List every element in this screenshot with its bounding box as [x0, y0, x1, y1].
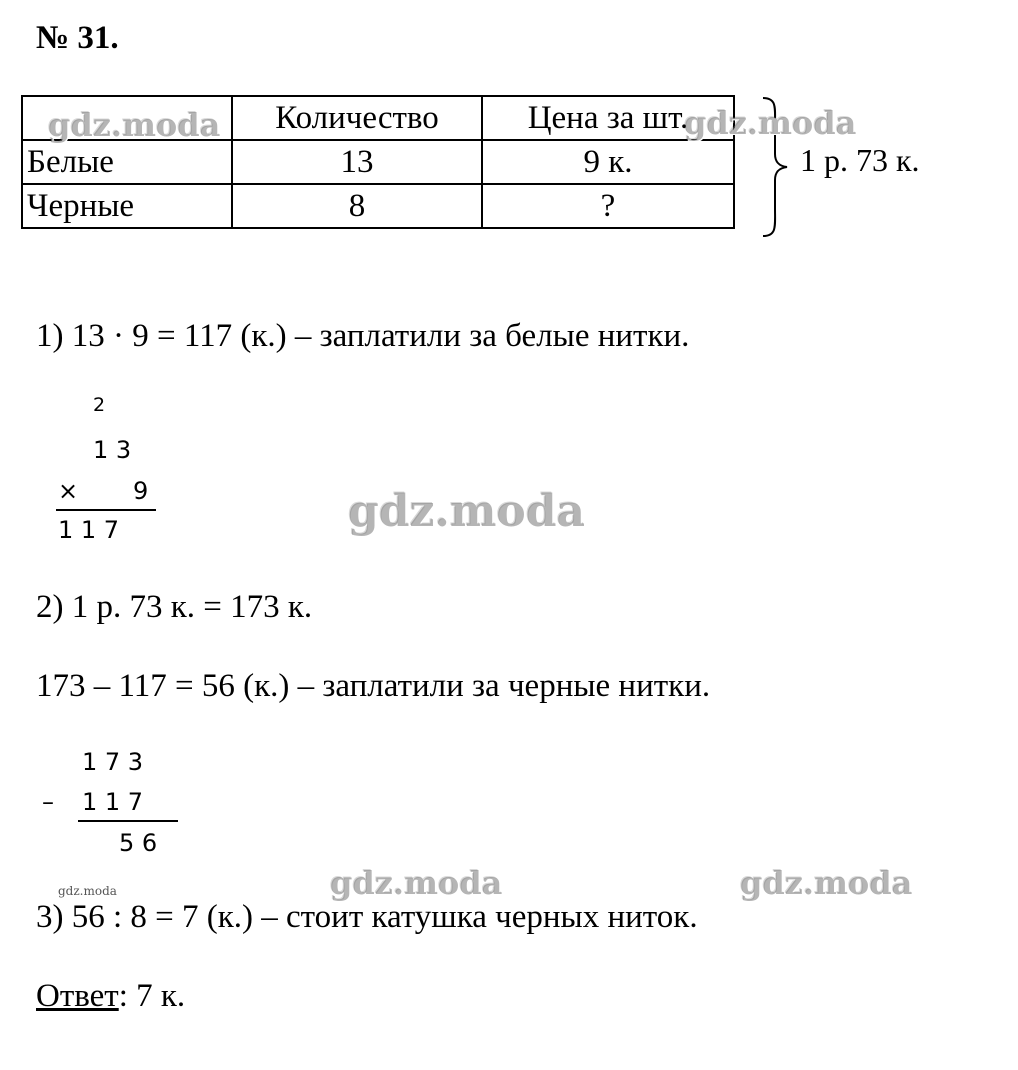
- mult-operator: ×: [58, 477, 79, 505]
- row-label: Белые: [22, 140, 232, 184]
- row-label: Черные: [22, 184, 232, 228]
- watermark: gdz.moda: [48, 106, 221, 144]
- mult-carry: 2: [93, 394, 106, 416]
- sub-operator: –: [42, 788, 54, 816]
- table-row: [22, 184, 734, 228]
- watermark: gdz.moda: [740, 864, 913, 902]
- answer-value: 7 к.: [127, 978, 186, 1014]
- watermark: gdz.moda: [330, 864, 503, 902]
- watermark-small: gdz.moda: [58, 884, 117, 898]
- sub-result: 5 6: [119, 829, 158, 857]
- step-2a: 2) 1 р. 73 к. = 173 к.: [36, 589, 313, 625]
- step-2b: 173 – 117 = 56 (к.) – заплатили за черные нитки.: [36, 668, 711, 704]
- table-header-quantity: Количество: [232, 96, 482, 140]
- watermark: gdz.moda: [348, 486, 586, 537]
- total-amount: 1 р. 73 к.: [800, 142, 920, 178]
- row-price: ?: [482, 184, 734, 228]
- answer-colon: :: [118, 978, 128, 1014]
- table-header-price: Цена за шт.: [482, 96, 734, 140]
- sub-top: 1 7 3: [82, 748, 144, 776]
- answer: [36, 978, 185, 1015]
- mult-top: 1 3: [93, 436, 132, 464]
- sub-bottom: 1 1 7: [82, 788, 144, 816]
- row-price: 9 к.: [482, 140, 734, 184]
- table-row: [22, 140, 734, 184]
- sub-line: [78, 820, 178, 822]
- step-3: 3) 56 : 8 = 7 (к.) – стоит катушка черных ниток.: [36, 899, 698, 935]
- mult-bottom: 9: [133, 477, 149, 505]
- row-quantity: 13: [232, 140, 482, 184]
- mult-line: [56, 509, 156, 511]
- mult-result: 1 1 7: [58, 516, 120, 544]
- row-quantity: 8: [232, 184, 482, 228]
- step-1: 1) 13 · 9 = 117 (к.) – заплатили за белые нитки.: [36, 318, 690, 354]
- answer-label: Ответ: [36, 978, 119, 1014]
- watermark: gdz.moda: [684, 104, 857, 142]
- problem-title: № 31.: [36, 20, 119, 56]
